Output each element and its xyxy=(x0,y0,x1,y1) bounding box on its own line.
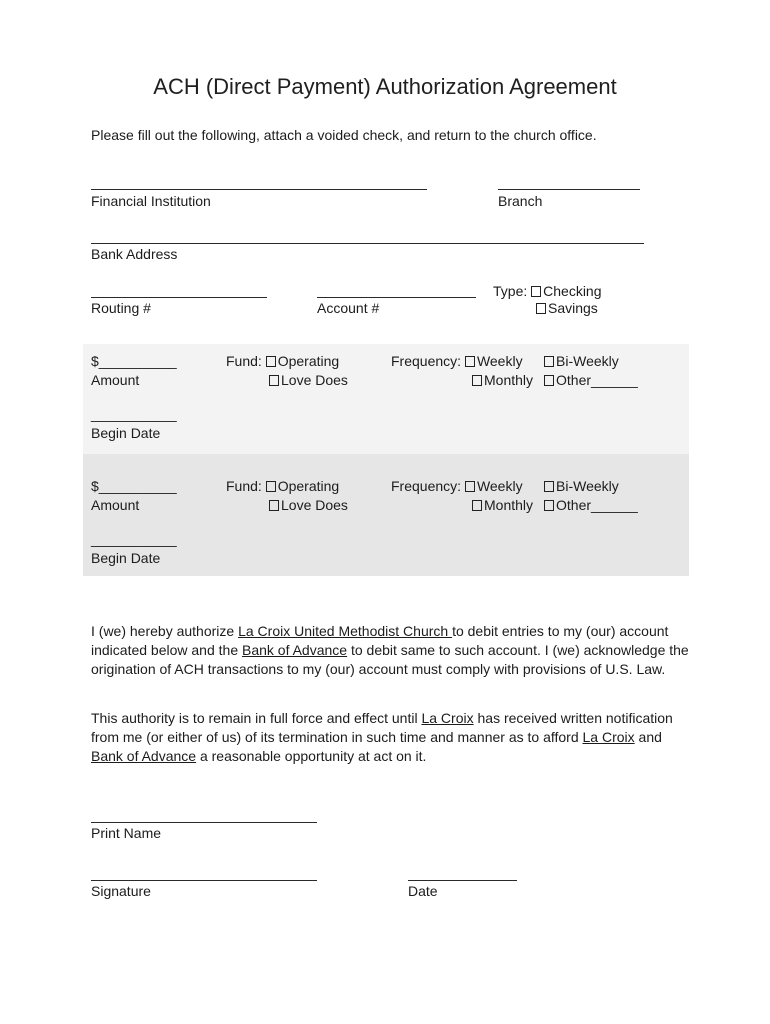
branch-label: Branch xyxy=(498,193,543,209)
amount-label-1: Amount xyxy=(91,372,140,388)
begin-date-label-1: Begin Date xyxy=(91,425,161,441)
fund-label-1: Fund: xyxy=(226,353,262,369)
authorization-paragraph-1: I (we) hereby authorize La Croix United Methodist Church to debit entries to my (our) account indicated below and the Bank of Advance to debit same to such account. I (we) acknowledge the origination of ACH transactions to my (our) account must comply with provisions of U.S. Law. xyxy=(91,623,689,677)
date-label: Date xyxy=(408,883,438,899)
frequency-label-1: Frequency: xyxy=(391,353,462,369)
authorization-paragraph-2: This authority is to remain in full force and effect until La Croix has received written notification from me (or either of us) of its termination in such time and manner as to afford La Croix and Bank of Advance a reasonable opportunity at act on it. xyxy=(91,710,673,764)
church-short-name: La Croix xyxy=(421,710,474,726)
frequency-label-2: Frequency: xyxy=(391,478,462,494)
fund-operating-label-2: Operating xyxy=(277,478,340,494)
signature-label: Signature xyxy=(91,883,151,899)
amount-label-2: Amount xyxy=(91,497,140,513)
amount-field-2[interactable]: $__________ xyxy=(91,478,177,494)
fund-row-2a xyxy=(226,478,339,494)
type-group xyxy=(493,283,602,299)
signature-field[interactable] xyxy=(91,880,317,881)
fund-love-does-label-1: Love Does xyxy=(281,372,348,388)
frequency-row-2b xyxy=(544,478,619,494)
church-short-name: La Croix xyxy=(582,729,635,745)
frequency-row-2d xyxy=(544,497,638,513)
payment-section-2 xyxy=(83,454,689,576)
bank-name: Bank of Advance xyxy=(242,642,348,658)
freq-monthly-checkbox-1[interactable] xyxy=(472,375,482,386)
frequency-row-2a xyxy=(391,478,523,494)
savings-label: Savings xyxy=(548,300,598,316)
amount-field-1[interactable]: $__________ xyxy=(91,353,177,369)
freq-monthly-label-1: Monthly xyxy=(484,372,534,388)
branch-field[interactable] xyxy=(498,189,640,190)
account-label: Account # xyxy=(317,300,380,316)
fund-row-2b xyxy=(269,497,348,513)
print-name-label: Print Name xyxy=(91,825,162,841)
financial-institution-label: Financial Institution xyxy=(91,193,211,209)
fund-row-1b xyxy=(269,372,348,388)
frequency-row-1c xyxy=(472,372,533,388)
checking-label: Checking xyxy=(543,283,602,299)
freq-monthly-checkbox-2[interactable] xyxy=(472,500,482,511)
fund-love-does-checkbox-1[interactable] xyxy=(269,375,279,386)
begin-date-field-2[interactable]: ___________ xyxy=(91,531,177,547)
begin-date-label-2: Begin Date xyxy=(91,550,161,566)
fund-love-does-label-2: Love Does xyxy=(281,497,348,513)
freq-other-label-2: Other______ xyxy=(556,497,638,513)
fund-row-1a xyxy=(226,353,339,369)
freq-other-label-1: Other______ xyxy=(556,372,638,388)
freq-weekly-checkbox-2[interactable] xyxy=(465,481,475,492)
freq-weekly-checkbox-1[interactable] xyxy=(465,356,475,367)
financial-institution-field[interactable] xyxy=(91,189,427,190)
savings-option xyxy=(536,300,598,316)
bank-name: Bank of Advance xyxy=(91,748,197,764)
freq-weekly-label-2: Weekly xyxy=(476,478,523,494)
freq-biweekly-checkbox-1[interactable] xyxy=(544,356,554,367)
bank-address-field[interactable] xyxy=(91,243,644,244)
freq-biweekly-label-1: Bi-Weekly xyxy=(556,353,619,369)
page-title: ACH (Direct Payment) Authorization Agreement xyxy=(153,74,617,99)
checking-checkbox[interactable] xyxy=(531,286,541,297)
instructions: Please fill out the following, attach a voided check, and return to the church office. xyxy=(91,127,597,143)
frequency-row-1b xyxy=(544,353,619,369)
date-field[interactable] xyxy=(408,880,517,881)
print-name-field[interactable] xyxy=(91,822,317,823)
begin-date-field-1[interactable]: ___________ xyxy=(91,406,177,422)
freq-other-checkbox-1[interactable] xyxy=(544,375,554,386)
routing-label: Routing # xyxy=(91,300,151,316)
fund-operating-label-1: Operating xyxy=(277,353,340,369)
account-field[interactable] xyxy=(317,297,476,298)
frequency-row-2c xyxy=(472,497,533,513)
frequency-row-1a xyxy=(391,353,523,369)
frequency-row-1d xyxy=(544,372,638,388)
routing-field[interactable] xyxy=(91,297,267,298)
freq-biweekly-checkbox-2[interactable] xyxy=(544,481,554,492)
type-label: Type: xyxy=(493,283,528,299)
fund-love-does-checkbox-2[interactable] xyxy=(269,500,279,511)
savings-checkbox[interactable] xyxy=(536,303,546,314)
fund-operating-checkbox-1[interactable] xyxy=(266,356,276,367)
freq-weekly-label-1: Weekly xyxy=(476,353,523,369)
fund-label-2: Fund: xyxy=(226,478,262,494)
freq-biweekly-label-2: Bi-Weekly xyxy=(556,478,619,494)
bank-address-label: Bank Address xyxy=(91,246,178,262)
freq-other-checkbox-2[interactable] xyxy=(544,500,554,511)
freq-monthly-label-2: Monthly xyxy=(484,497,534,513)
church-name: La Croix United Methodist Church xyxy=(238,623,453,639)
fund-operating-checkbox-2[interactable] xyxy=(266,481,276,492)
